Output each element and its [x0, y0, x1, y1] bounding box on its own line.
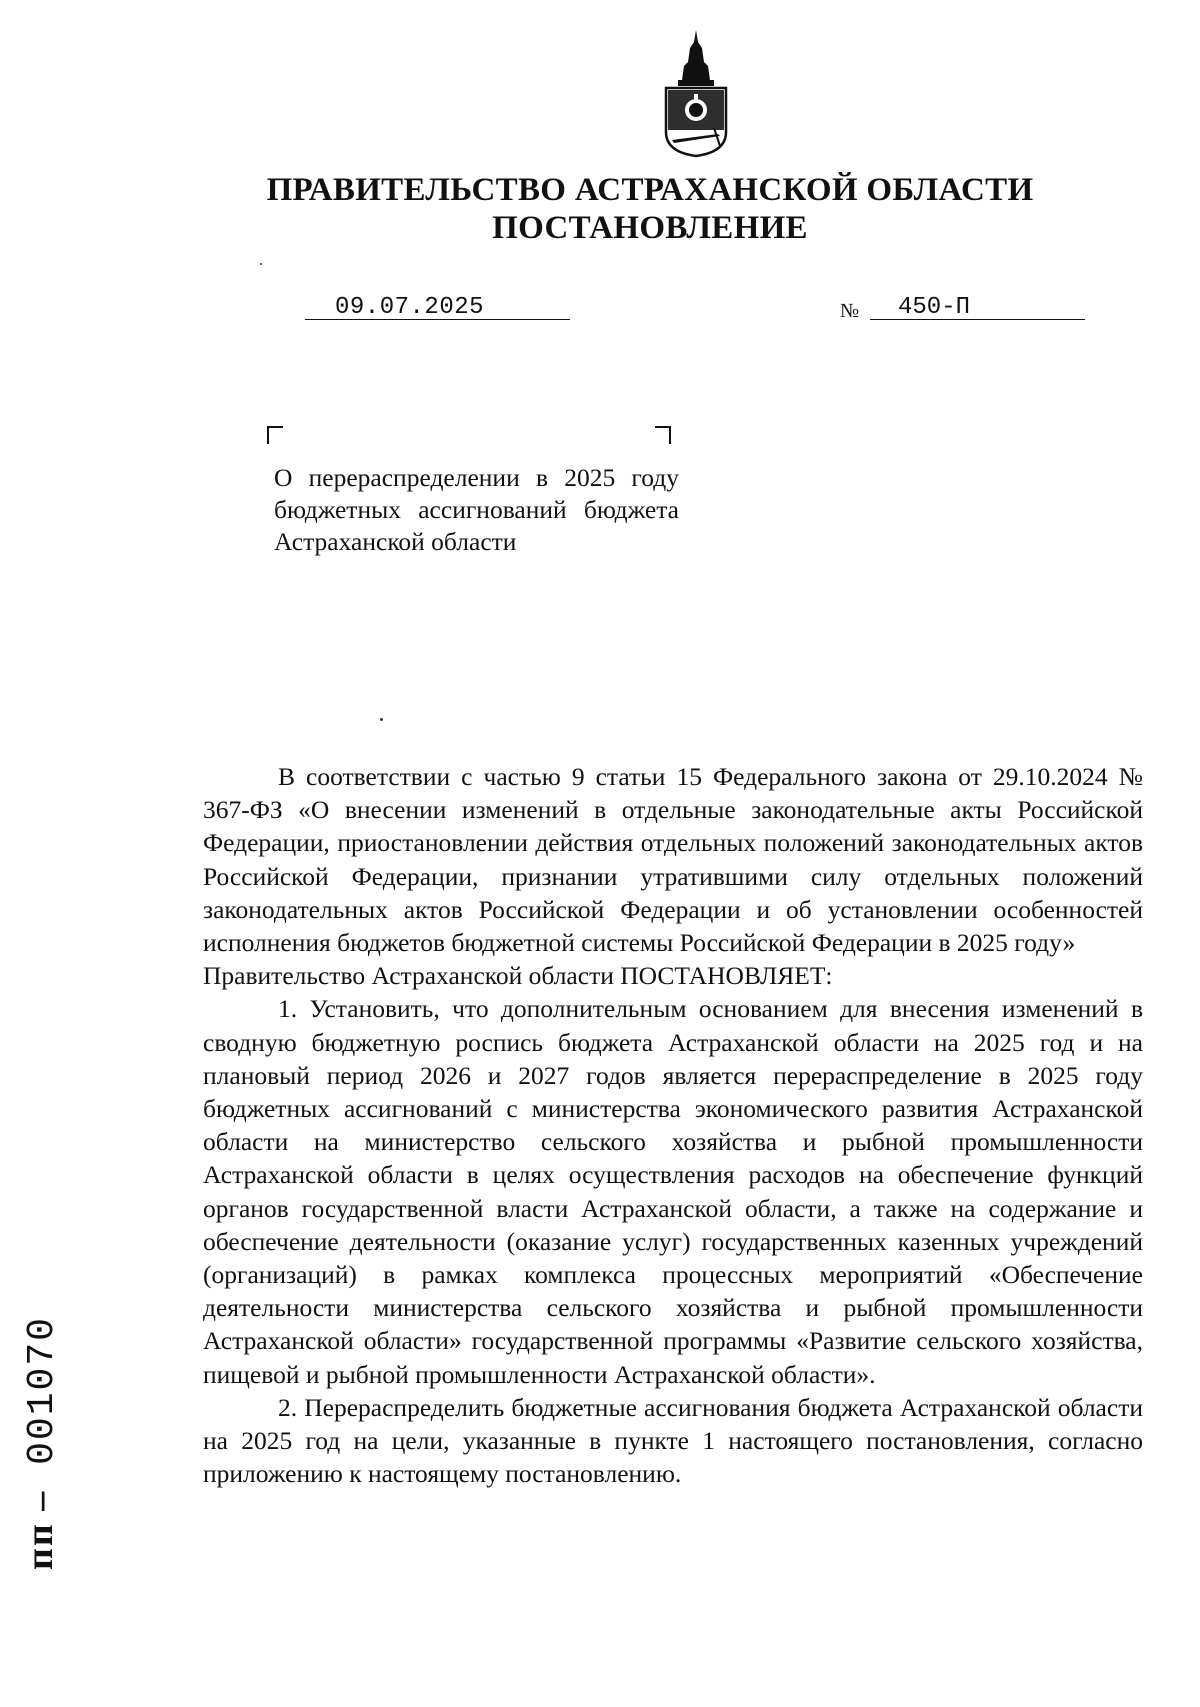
subject-bracket-right: [655, 426, 671, 444]
registration-stamp: [18, 1316, 64, 1570]
government-title: ПРАВИТЕЛЬСТВО АСТРАХАНСКОЙ ОБЛАСТИ: [266, 172, 1034, 208]
stamp-prefix: пп –: [19, 1489, 61, 1570]
scan-speck: [260, 263, 262, 265]
document-type-title: ПОСТАНОВЛЕНИЕ: [492, 210, 808, 246]
item-1-paragraph: 1. Установить, что дополнительным основанием для внесения изменений в сводную бюджетную роспись бюджета Астраханской области на 2025 год и на плановый период 2026 и 2027 годов является перераспределение в 2025 году бюджетных ассигнований с министерства экономического развития Астраханской области на министерство сельского хозяйства и рыбной промышленности Астраханской области в целях осуществления расходов на обеспечение функций органов государственной власти Астраханской области, а также на содержание и обеспечение деятельности (оказание услуг) государственных казенных учреждений (организаций) в рамках комплекса процессных мероприятий «Обеспечение деятельности министерства сельского хозяйства и рыбной промышленности Астраханской области» государственной программы «Развитие сельского хозяйства, пищевой и рыбной промышленности Астраханской области».: [203, 994, 1143, 1389]
document-number: 450-П: [898, 294, 971, 321]
subject-bracket-left: [267, 426, 283, 444]
document-body: [203, 760, 1143, 1490]
coat-of-arms-icon: [658, 28, 734, 158]
document-date: 09.07.2025: [335, 294, 485, 321]
item-2-paragraph: 2. Перераспределить бюджетные ассигнования бюджета Астраханской области на 2025 год на цели, указанные в пункте 1 настоящего постановления, согласно приложению к настоящему постановлению.: [203, 1392, 1143, 1489]
scan-speck: [380, 718, 383, 721]
document-subject: О перераспределении в 2025 году бюджетных ассигнований бюджета Астраханской области: [274, 463, 679, 556]
resolution-line: Правительство Астраханской области ПОСТАНОВЛЯЕТ:: [203, 961, 833, 991]
number-sign: №: [840, 300, 860, 322]
date-field: [305, 294, 570, 321]
intro-paragraph: В соответствии с частью 9 статьи 15 Федерального закона от 29.10.2024 № 367-ФЗ «О внесении изменений в отдельные законодательные акты Российской Федерации, приостановлении действия отдельных положений законодательных актов Российской Федерации, признании утратившими силу отдельных положений законодательных актов Российской Федерации и об установлении особенностей исполнения бюджетов бюджетной системы Российской Федерации в 2025 году»: [203, 762, 1143, 958]
stamp-number: 001070: [21, 1316, 64, 1465]
number-field: [870, 294, 1085, 321]
